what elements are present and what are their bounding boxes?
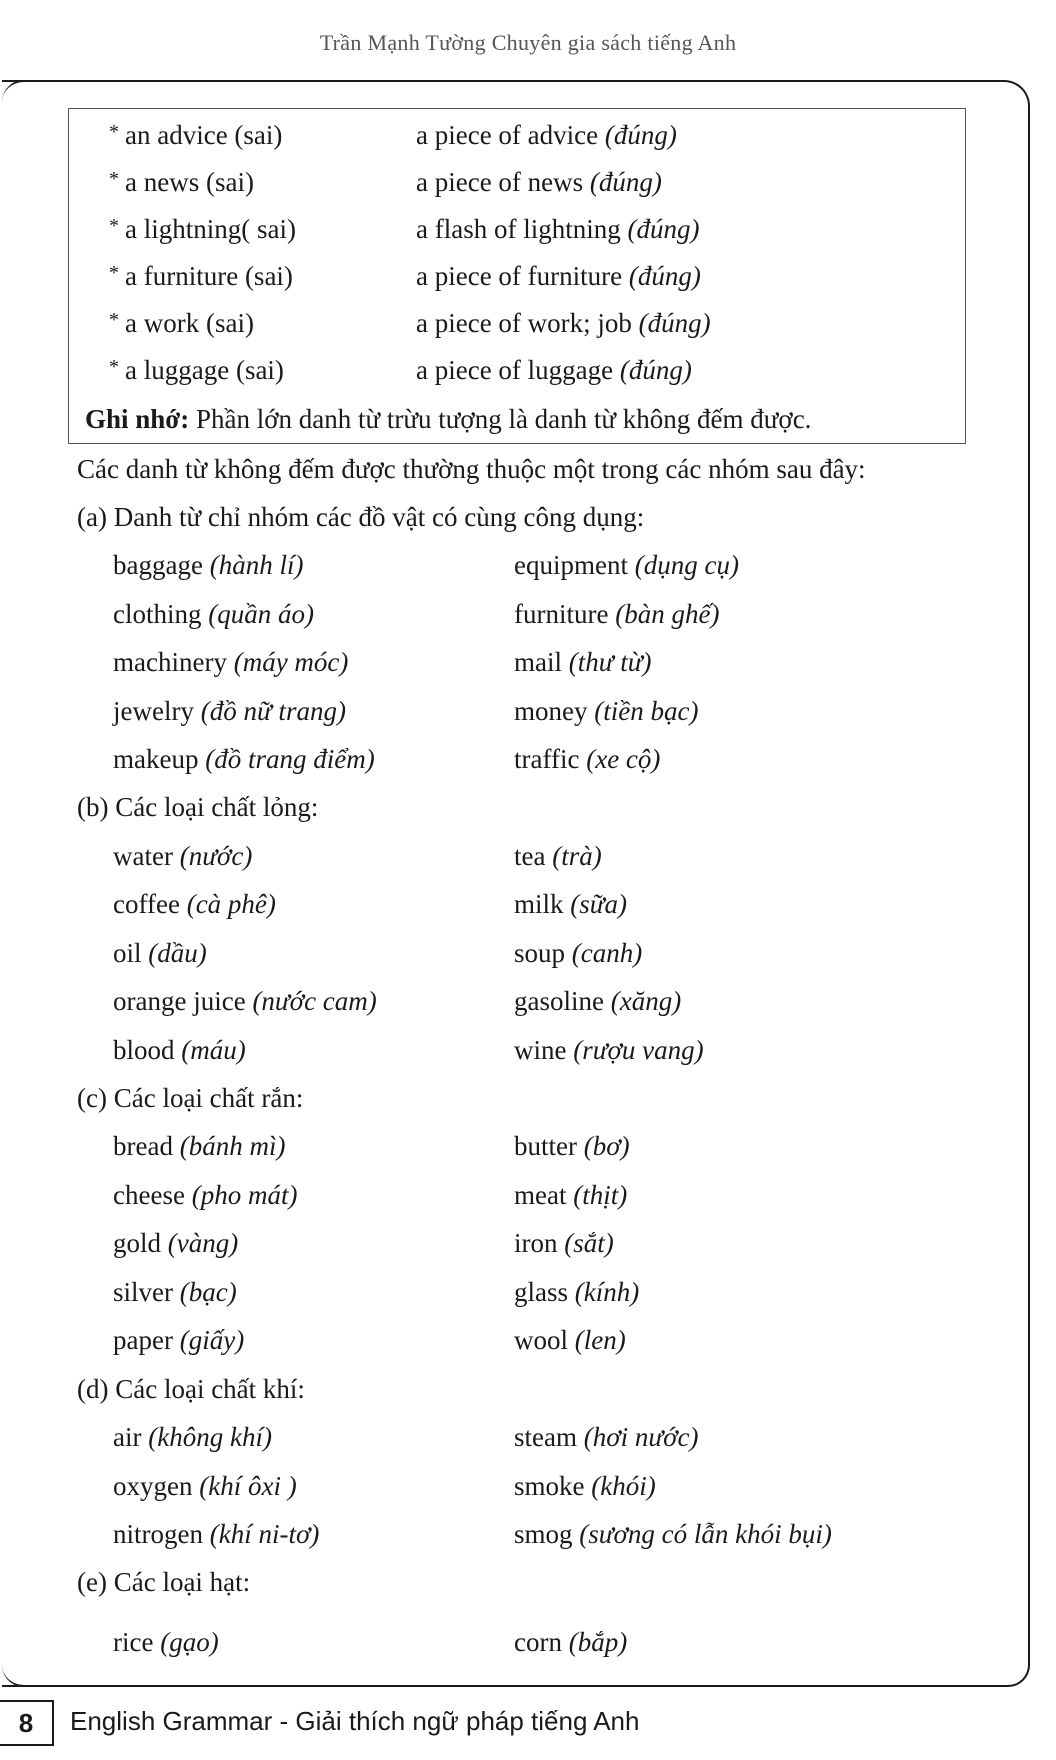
intro-text: Các danh từ không đếm được thường thuộc một trong các nhóm sau đây:: [77, 454, 866, 484]
list-item: milk (sữa): [514, 889, 627, 919]
list-item: soup (canh): [514, 938, 643, 968]
wrong-form: a work (sai): [125, 308, 254, 338]
list-item: corn (bắp): [514, 1627, 628, 1657]
right-form: a piece of work; job: [416, 308, 632, 338]
list-item: clothing (quần áo): [113, 599, 314, 629]
bullet-star: *: [109, 121, 119, 143]
list-item: blood (máu): [113, 1035, 246, 1065]
list-item: smoke (khói): [514, 1471, 656, 1501]
list-item: money (tiền bạc): [514, 696, 699, 726]
list-item: traffic (xe cộ): [514, 744, 661, 774]
page-footer: [0, 1700, 1056, 1748]
group-title-d: (d) Các loại chất khí:: [77, 1374, 305, 1404]
group-title-e: (e) Các loại hạt:: [77, 1567, 251, 1597]
list-item: rice (gạo): [113, 1627, 219, 1657]
footer-title: English Grammar - Giải thích ngữ pháp tiếng Anh: [70, 1706, 640, 1736]
list-item: oil (dầu): [113, 938, 207, 968]
list-item: jewelry (đồ nữ trang): [113, 696, 346, 726]
list-item: paper (giấy): [113, 1325, 245, 1355]
list-item: smog (sương có lẫn khói bụi): [514, 1519, 832, 1549]
right-tag: (đúng): [638, 308, 711, 338]
list-item: nitrogen (khí ni-tơ): [113, 1519, 320, 1549]
right-form: a piece of luggage: [416, 355, 614, 385]
group-title-c: (c) Các loại chất rắn:: [77, 1083, 304, 1113]
right-form: a piece of advice: [416, 120, 599, 150]
right-tag: (đúng): [604, 120, 677, 150]
list-item: water (nước): [113, 841, 253, 871]
wrong-form: a news (sai): [125, 167, 254, 197]
note-box: [68, 108, 966, 444]
list-item: cheese (pho mát): [113, 1180, 298, 1210]
right-tag: (đúng): [619, 355, 692, 385]
list-item: tea (trà): [514, 841, 602, 871]
bullet-star: *: [109, 309, 119, 331]
right-form: a flash of lightning: [416, 214, 621, 244]
list-item: butter (bơ): [514, 1131, 630, 1161]
group-title-b: (b) Các loại chất lỏng:: [77, 792, 319, 822]
memo-text: Phần lớn danh từ trừu tượng là danh từ không đếm được.: [189, 404, 812, 434]
list-item: air (không khí): [113, 1422, 272, 1452]
list-item: oxygen (khí ôxi ): [113, 1471, 297, 1501]
list-item: gold (vàng): [113, 1228, 239, 1258]
list-item: makeup (đồ trang điểm): [113, 744, 375, 774]
list-item: bread (bánh mì): [113, 1131, 286, 1161]
list-item: meat (thịt): [514, 1180, 628, 1210]
running-header: Trần Mạnh Tường Chuyên gia sách tiếng Anh: [319, 30, 737, 55]
list-item: gasoline (xăng): [514, 986, 682, 1016]
list-item: iron (sắt): [514, 1228, 614, 1258]
wrong-form: a furniture (sai): [125, 261, 293, 291]
wrong-form: a lightning( sai): [125, 214, 296, 244]
bullet-star: *: [109, 262, 119, 284]
page-number: 8: [0, 1700, 54, 1746]
group-title-a: (a) Danh từ chỉ nhóm các đồ vật có cùng công dụng:: [77, 502, 645, 532]
list-item: baggage (hành lí): [113, 550, 304, 580]
right-tag: (đúng): [627, 214, 700, 244]
list-item: machinery (máy móc): [113, 647, 349, 677]
wrong-form: a luggage (sai): [125, 355, 284, 385]
right-form: a piece of news: [416, 167, 584, 197]
list-item: furniture (bàn ghế): [514, 599, 720, 629]
list-item: orange juice (nước cam): [113, 986, 377, 1016]
memo-label: Ghi nhớ:: [85, 404, 190, 434]
right-tag: (đúng): [589, 167, 662, 197]
bullet-star: *: [109, 356, 119, 378]
wrong-form: an advice (sai): [125, 120, 283, 150]
list-item: wool (len): [514, 1325, 626, 1355]
right-tag: (đúng): [628, 261, 701, 291]
list-item: glass (kính): [514, 1277, 640, 1307]
list-item: wine (rượu vang): [514, 1035, 704, 1065]
memo-note: [85, 401, 811, 437]
list-item: steam (hơi nước): [514, 1422, 699, 1452]
bullet-star: *: [109, 168, 119, 190]
list-item: equipment (dụng cụ): [514, 550, 739, 580]
list-item: mail (thư từ): [514, 647, 652, 677]
list-item: silver (bạc): [113, 1277, 237, 1307]
list-item: coffee (cà phê): [113, 889, 276, 919]
bullet-star: *: [109, 215, 119, 237]
right-form: a piece of furniture: [416, 261, 623, 291]
